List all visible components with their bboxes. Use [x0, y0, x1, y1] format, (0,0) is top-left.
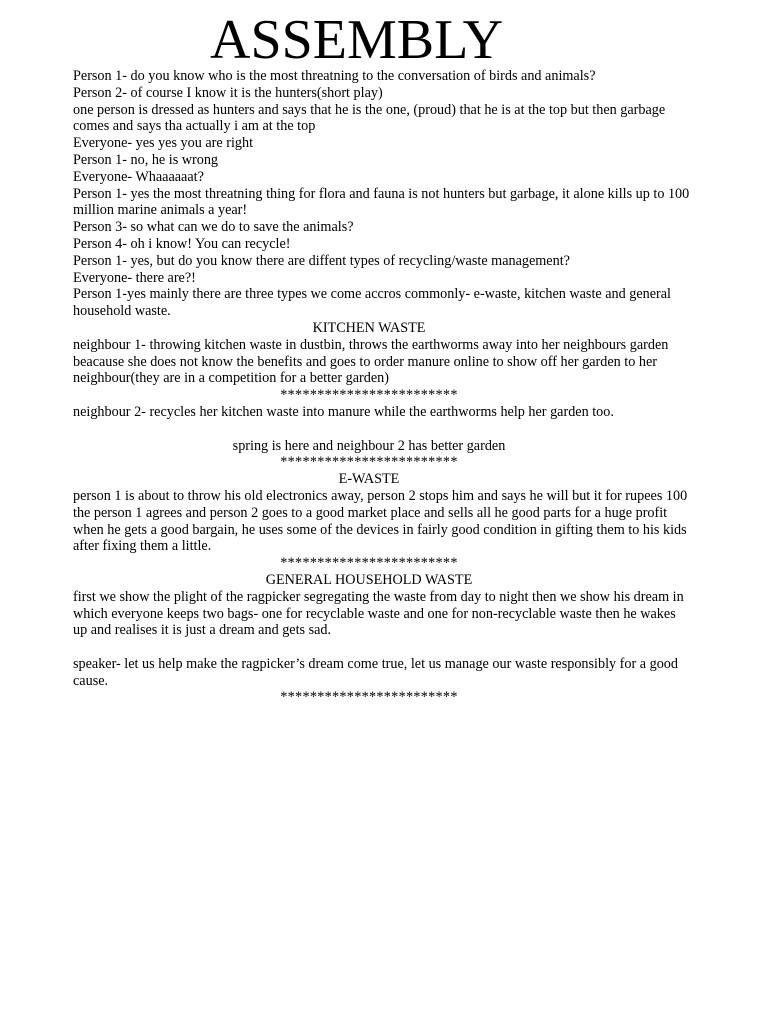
intro-line: Person 2- of course I know it is the hunters(short play)	[73, 84, 383, 101]
intro-line: Everyone- Whaaaaaat?	[73, 168, 204, 185]
household-waste-heading: GENERAL HOUSEHOLD WASTE	[265, 571, 473, 588]
section-divider: ************************	[280, 387, 458, 404]
kitchen-neighbour1-text: neighbour 1- throwing kitchen waste in dustbin, throws the earthworms away into her neighbours garden beacause she does not know the benefits and goes to order manure online to show off her garden to her neighbour(they are in a competition for a better garden)	[73, 336, 669, 387]
intro-line: Person 1- yes, but do you know there are diffent types of recycling/waste management?	[73, 252, 570, 269]
intro-line: Person 1-yes mainly there are three types we come accros commonly- e-waste, kitchen waste and general household waste.	[73, 286, 672, 320]
blank-line	[73, 639, 693, 656]
blank-line	[73, 421, 693, 438]
intro-line: Person 1- do you know who is the most threatning to the conversation of birds and animals?	[73, 68, 596, 84]
section-divider: ************************	[280, 555, 458, 572]
household-text: first we show the plight of the ragpicker segregating the waste from day to night then we show his dream in which everyone keeps two bags- one for recyclable waste and one for non-recyclable waste then he wakes up and realises it is just a dream and gets sad.	[73, 588, 684, 639]
document-page	[73, 0, 693, 706]
intro-line: one person is dressed as hunters and says that he is the one, (proud) that he is at the top but then garbage comes and says tha actually i am at the top	[73, 101, 666, 135]
section-divider: ************************	[280, 689, 458, 706]
intro-line: Person 1- yes the most threatning thing for flora and fauna is not hunters but garbage, it alone kills up to 100 million marine animals a year!	[73, 185, 690, 219]
intro-line: Person 4- oh i know! You can recycle!	[73, 235, 291, 252]
speaker-text: speaker- let us help make the ragpicker’s dream come true, let us manage our waste responsibly for a good cause.	[73, 655, 678, 689]
kitchen-spring-text: spring is here and neighbour 2 has better garden	[232, 437, 506, 454]
intro-line: Everyone- there are?!	[73, 269, 196, 286]
kitchen-neighbour2-text: neighbour 2- recycles her kitchen waste into manure while the earthworms help her garden too.	[73, 403, 614, 420]
intro-line: Everyone- yes yes you are right	[73, 135, 254, 152]
kitchen-waste-heading: KITCHEN WASTE	[312, 319, 426, 336]
ewaste-text: person 1 is about to throw his old electronics away, person 2 stops him and says he will but it for rupees 100 the person 1 agrees and person 2 goes to a good market place and sells all he good parts for a huge profit when he gets a good bargain, he uses some of the devices in fairly good condition in gifting them to his kids after fixing them a little.	[73, 487, 688, 555]
ewaste-heading: E-WASTE	[338, 471, 400, 488]
intro-line: Person 3- so what can we do to save the animals?	[73, 219, 354, 236]
section-divider: ************************	[280, 454, 458, 471]
intro-line: Person 1- no, he is wrong	[73, 151, 219, 168]
document-title: ASSEMBLY	[210, 9, 504, 71]
document-body	[73, 68, 693, 706]
